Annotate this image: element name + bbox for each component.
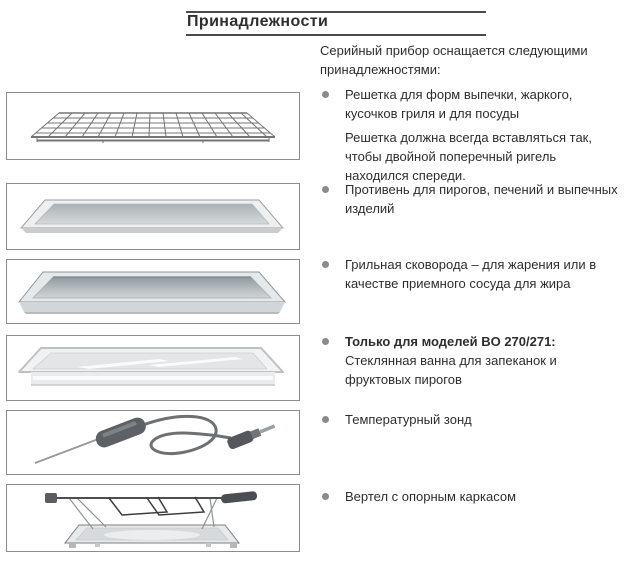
accessory-text-line: Вертел с опорным каркасом: [345, 489, 517, 504]
note-line: Решетка должна всегда вставляться так,: [345, 130, 592, 145]
accessory-text-line: Температурный зонд: [345, 412, 472, 427]
accessory-item-glass-dish: [322, 332, 557, 389]
rotisserie-icon: [7, 485, 299, 551]
intro-line: Серийный прибор оснащается следующими: [320, 43, 588, 58]
temperature-probe-icon: [7, 411, 299, 474]
accessory-item-grill-pan: [322, 255, 596, 293]
accessory-bold-line: Только для моделей BO 270/271:: [345, 334, 556, 349]
accessory-item-baking-tray: [322, 180, 618, 218]
figure-box-baking-tray: [6, 183, 300, 250]
intro-line: принадлежностями:: [320, 62, 441, 77]
note-line: находился спереди.: [345, 168, 466, 183]
accessory-item-rotisserie: [322, 487, 516, 506]
baking-tray-icon: [7, 184, 299, 249]
wire-rack-note: [345, 128, 592, 185]
header-rule-bottom: [186, 34, 486, 36]
accessory-item-wire-rack: [322, 85, 572, 123]
figure-box-glass-dish: [6, 335, 300, 401]
bullet-icon: [322, 91, 329, 98]
bullet-icon: [322, 261, 329, 268]
figure-box-temperature-probe: [6, 410, 300, 475]
figure-box-wire-rack: [6, 92, 300, 160]
accessory-text-line: изделий: [345, 201, 395, 216]
intro-text: [320, 41, 588, 79]
glass-dish-icon: [7, 336, 299, 400]
page-title: Принадлежности: [187, 13, 329, 30]
accessory-text-line: Противень для пирогов, печений и выпечных: [345, 182, 618, 197]
figure-box-rotisserie: [6, 484, 300, 552]
grill-pan-icon: [7, 260, 299, 323]
bullet-icon: [322, 416, 329, 423]
accessory-item-temperature-probe: [322, 410, 472, 429]
note-line: чтобы двойной поперечный ригель: [345, 149, 557, 164]
wire-rack-icon: [7, 93, 299, 159]
accessory-text-line: фруктовых пирогов: [345, 372, 462, 387]
accessory-text-line: Решетка для форм выпечки, жаркого,: [345, 87, 573, 102]
accessory-text-line: кусочков гриля и для посуды: [345, 106, 520, 121]
bullet-icon: [322, 493, 329, 500]
accessory-text-line: Грильная сковорода – для жарения или в: [345, 257, 597, 272]
bullet-icon: [322, 186, 329, 193]
accessory-text-line: Стеклянная ванна для запеканок и: [345, 353, 557, 368]
figure-box-grill-pan: [6, 259, 300, 324]
bullet-icon: [322, 338, 329, 345]
accessory-text-line: качестве приемного сосуда для жира: [345, 276, 571, 291]
